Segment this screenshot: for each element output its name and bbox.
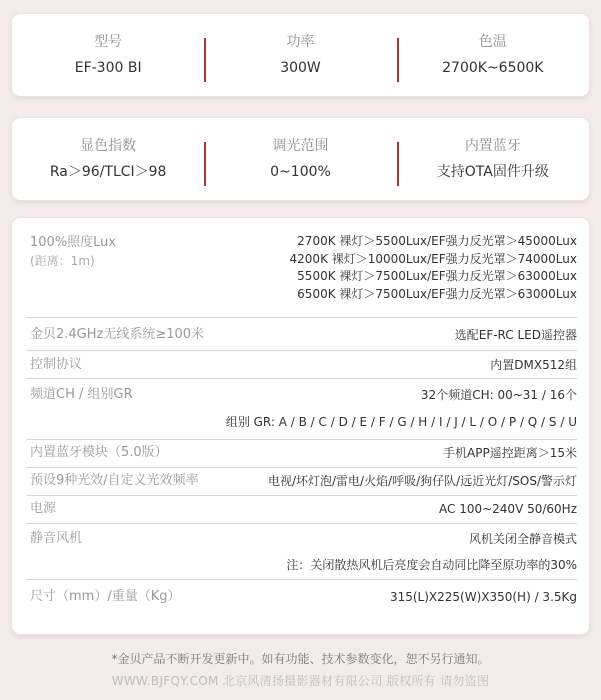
spec-label: 调光范围 — [272, 138, 329, 154]
spec-value: 支持OTA固件升级 — [436, 164, 549, 180]
row-value: 手机APP遥控距离＞15米 — [443, 446, 577, 460]
spec-label: 型号 — [94, 34, 123, 50]
spec-dimming-range — [204, 118, 396, 200]
row-label: 尺寸（mm）/重量（Kg） — [30, 589, 181, 604]
spec-card-features — [12, 118, 589, 200]
row-value: 32个频道CH: 00~31 / 16个 — [420, 388, 577, 402]
watermark: WWW.BJFQY.COM 北京风清扬摄影器材有限公司 版权所有 请勿盗图 — [111, 674, 490, 688]
row-value-groups: 组别 GR: A / B / C / D / E / F / G / H / I / J / L / O / P / Q / S / U — [225, 415, 577, 429]
table-row-dimensions — [26, 580, 577, 634]
spec-color-temperature — [397, 14, 589, 96]
table-row-illuminance — [26, 218, 577, 318]
row-value: 电视/坏灯泡/雷电/火焰/呼吸/狗仔队/远近光灯/SOS/警示灯 — [267, 474, 577, 488]
table-row-effects — [26, 468, 577, 496]
spec-label: 色温 — [478, 34, 507, 50]
spec-value: 2700K~6500K — [442, 60, 544, 76]
spec-label: 功率 — [286, 34, 315, 50]
spec-label: 内置蓝牙 — [464, 138, 521, 154]
row-label: 静音风机 — [30, 531, 83, 546]
row-label: 电源 — [30, 501, 57, 516]
footer-disclaimer: *金贝产品不断开发更新中。如有功能、技术参数变化，恕不另行通知。 — [111, 652, 490, 666]
illuminance-line: 4200K 裸灯＞10000Lux/EF强力反光罩＞74000Lux — [289, 251, 577, 266]
spec-bluetooth — [397, 118, 589, 200]
row-note: 注：关闭散热风机后亮度会自动同比降至原功率的30% — [286, 558, 577, 572]
spec-value: 0~100% — [270, 164, 331, 180]
row-value — [290, 233, 577, 303]
spec-value: 300W — [280, 60, 321, 76]
table-row-bluetooth — [26, 440, 577, 468]
row-value: 315(L)X225(W)X350(H) / 3.5Kg — [389, 590, 577, 604]
table-row-fan — [26, 524, 577, 580]
spec-power — [204, 14, 396, 96]
spec-table — [12, 218, 589, 634]
row-label: 控制协议 — [30, 357, 83, 372]
spec-cri — [12, 118, 204, 200]
illuminance-line: 6500K 裸灯＞7500Lux/EF强力反光罩＞63000Lux — [297, 286, 577, 301]
row-value: 风机关闭全静音模式 — [468, 532, 577, 546]
table-row-protocol — [26, 351, 577, 379]
illuminance-line: 5500K 裸灯＞7500Lux/EF强力反光罩＞63000Lux — [297, 269, 577, 283]
spec-model — [12, 14, 204, 96]
spec-card-basic — [12, 14, 589, 96]
row-label: 频道CH / 组别GR — [30, 387, 133, 402]
row-value: 选配EF-RC LED遥控器 — [454, 328, 577, 342]
table-row-power — [26, 496, 577, 524]
row-label: 内置蓝牙模块（5.0版） — [30, 445, 168, 460]
table-row-channel — [26, 379, 577, 440]
row-label: 预设9种光效/自定义光效频率 — [30, 473, 199, 488]
spec-value: Ra＞96/TLCI＞98 — [49, 164, 167, 180]
spec-label: 显色指数 — [80, 138, 137, 154]
row-sublabel: (距离：1m) — [30, 254, 95, 268]
row-label: 金贝2.4GHz无线系统≥100米 — [30, 327, 205, 342]
table-row-wireless — [26, 318, 577, 351]
row-label: 100%照度Lux — [30, 235, 117, 250]
illuminance-line: 2700K 裸灯＞5500Lux/EF强力反光罩＞45000Lux — [297, 234, 577, 248]
spec-value: EF-300 BI — [74, 60, 142, 76]
row-value: AC 100~240V 50/60Hz — [439, 502, 577, 516]
row-value: 内置DMX512组 — [490, 358, 577, 372]
